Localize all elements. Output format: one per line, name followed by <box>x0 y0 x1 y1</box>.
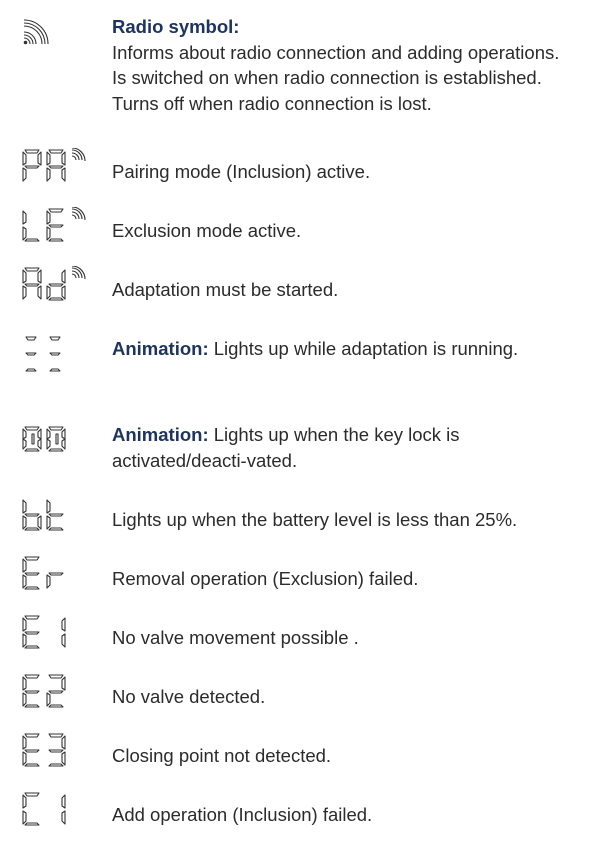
bt-description: Lights up when the battery level is less than 25%. <box>112 509 518 530</box>
radio-symbol-line-3: Turns off when radio connection is lost. <box>112 92 432 114</box>
display-c1-icon <box>20 791 90 829</box>
display-e1-icon <box>20 614 90 652</box>
er-description: Removal operation (Exclusion) failed. <box>112 568 419 589</box>
keylock-animation-description: Lights up when the key lock is activated/deacti-vated. <box>112 424 460 471</box>
keylock-animation-title: Animation: <box>112 424 209 445</box>
keylock-animation-icon <box>20 425 90 463</box>
display-e2-icon <box>20 673 90 711</box>
display-le-icon <box>20 207 90 245</box>
display-ad-icon <box>20 266 90 304</box>
display-e3-icon <box>20 732 90 770</box>
adaptation-animation-icon <box>20 333 90 383</box>
adaptation-animation-description: Lights up while adaptation is running. <box>208 338 519 359</box>
radio-symbol-line-1: Informs about radio connection and adding operations. <box>112 41 560 63</box>
adaptation-animation-title: Animation: <box>112 338 209 359</box>
le-description: Exclusion mode active. <box>112 220 302 241</box>
display-er-icon <box>20 555 90 593</box>
display-bt-icon <box>20 496 90 534</box>
radio-symbol-title: Radio symbol: <box>112 16 240 37</box>
ad-description: Adaptation must be started. <box>112 279 339 300</box>
e1-description: No valve movement possible . <box>112 627 359 648</box>
c1-description: Add operation (Inclusion) failed. <box>112 804 373 825</box>
e2-description: No valve detected. <box>112 686 266 707</box>
pa-description: Pairing mode (Inclusion) active. <box>112 161 371 182</box>
radio-symbol-line-2: Is switched on when radio connection is established. <box>112 67 542 88</box>
e3-description: Closing point not detected. <box>112 745 332 766</box>
display-pa-icon <box>20 148 90 186</box>
radio-symbol-icon <box>20 16 52 48</box>
